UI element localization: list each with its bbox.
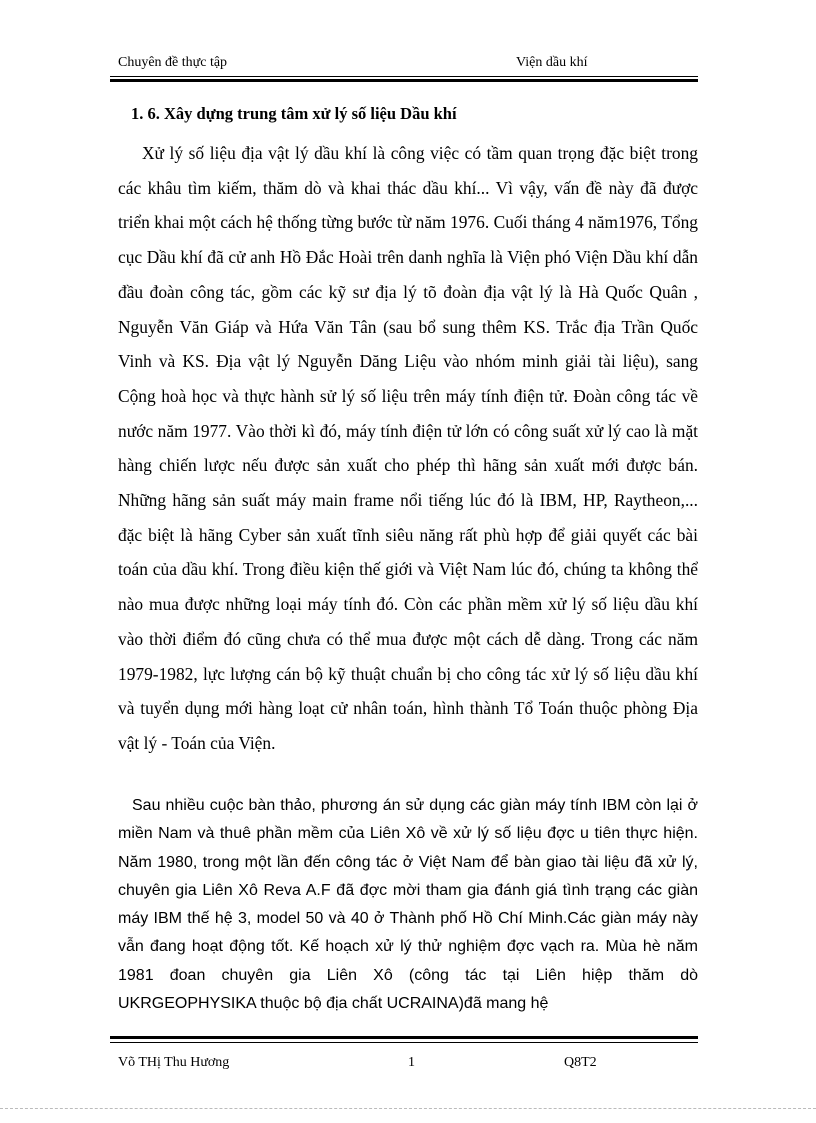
page-break-line	[0, 1108, 816, 1109]
page-header	[118, 54, 698, 74]
footer-author: Võ THị Thu Hương	[118, 1055, 230, 1070]
footer-code: Q8T2	[564, 1055, 597, 1070]
footer-rule-thin	[110, 1042, 698, 1043]
header-rule-thin	[110, 76, 698, 77]
section-heading: 1. 6. Xây dựng trung tâm xử lý số liệu Dầu khí	[131, 104, 457, 123]
header-rule-thick	[110, 79, 698, 82]
header-right-text: Viện dầu khí	[516, 55, 588, 70]
footer-rule-thick	[110, 1036, 698, 1039]
header-left-text: Chuyên đề thực tập	[118, 55, 228, 70]
page-footer	[118, 1054, 698, 1074]
footer-page-number: 1	[408, 1055, 415, 1070]
body-paragraph-2: Sau nhiều cuộc bàn thảo, phương án sử dụng các giàn máy tính IBM còn lại ở miền Nam và thuê phần mềm của Liên Xô về xử lý số liệu đợc u tiên thực hiện. Năm 1980, trong một lần đến công tác ở Việt Nam để bàn giao tài liệu đã xử lý, chuyên gia Liên Xô Reva A.F đã đợc mời tham gia đánh giá tình trạng các giàn máy IBM thế hệ 3, model 50 và 40 ở Thành phố Hồ Chí Minh.Các giàn máy này vẫn đang hoạt động tốt. Kế hoạch xử lý thử nghiệm đợc vạch ra. Mùa hè năm 1981 đoan chuyên gia Liên Xô (công tác tại Liên hiệp thăm dò UKRGEOPHYSIKA thuộc bộ địa chất UCRAINA)đã mang hệ	[118, 797, 698, 1013]
body-paragraph-1: Xử lý số liệu địa vật lý dầu khí là công việc có tầm quan trọng đặc biệt trong các khâu tìm kiếm, thăm dò và khai thác dầu khí... Vì vậy, vấn đề này đã được triển khai một cách hệ thống từng bước từ năm 1976. Cuối tháng 4 năm1976, Tổng cục Dầu khí đã cử anh Hồ Đắc Hoài trên danh nghĩa là Viện phó Viện Dầu khí dẫn đầu đoàn công tác, gồm các kỹ sư địa lý tõ đoàn địa vật lý là Hà Quốc Quân , Nguyễn Văn Giáp và Hứa Văn Tân (sau bổ sung thêm KS. Trắc địa Trần Quốc Vinh và KS. Địa vật lý Nguyễn Dăng Liệu vào nhóm minh giải tài liệu), sang Cộng hoà học và thực hành sử lý số liệu trên máy tính điện tử. Đoàn công tác về nước năm 1977. Vào thời kì đó, máy tính điện tử lớn có công suất xử lý cao là mặt hàng chiến lược nếu được sản xuất cho phép thì hãng sản xuất mới được bán. Những hãng sản suất máy main frame nổi tiếng lúc đó là IBM, HP, Raytheon,... đặc biệt là hãng Cyber sản xuất tĩnh siêu năng rất phù hợp để giải quyết các bài toán của dầu khí. Trong điều kiện thế giới và Việt Nam lúc đó, chúng ta không thể nào mua được những loại máy tính đó. Còn các phần mềm xử lý số liệu dầu khí vào thời điểm đó cũng chưa có thể mua được một cách dễ dàng. Trong các năm 1979-1982, lực lượng cán bộ kỹ thuật chuẩn bị cho công tác xử lý số liệu dầu khí và tuyển dụng mới hàng loạt cử nhân toán, hình thành Tổ Toán thuộc phòng Địa vật lý - Toán của Viện.	[118, 143, 698, 753]
